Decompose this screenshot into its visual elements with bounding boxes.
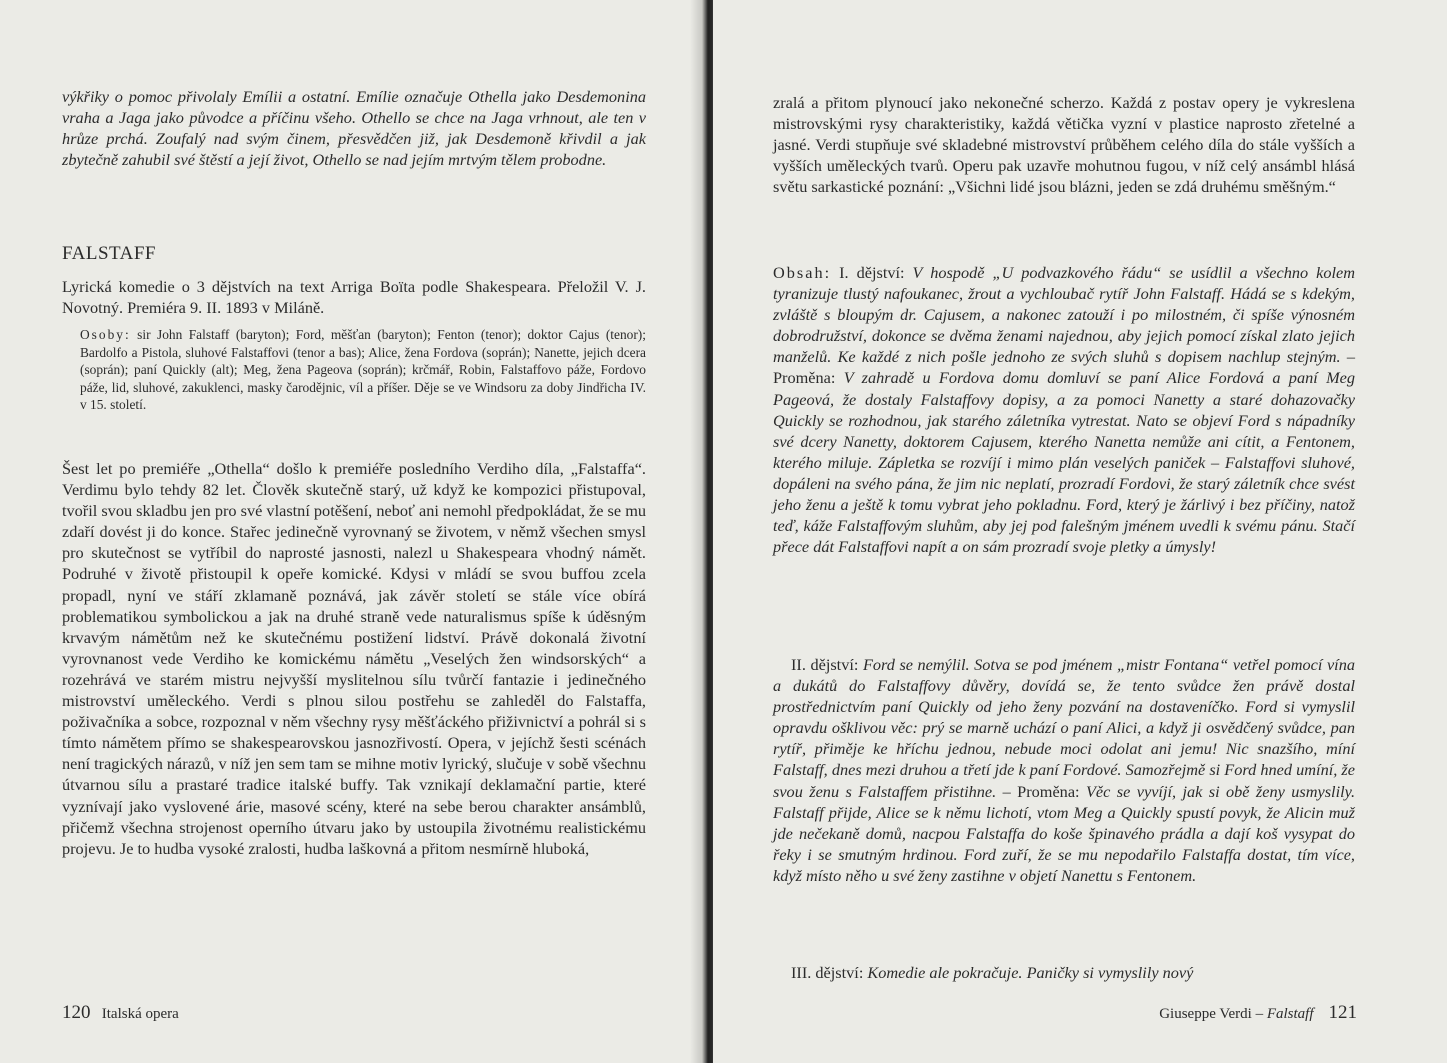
- act2-change-label: – Proměna:: [996, 781, 1086, 801]
- running-title: Italská opera: [101, 1006, 179, 1022]
- synopsis-act3: [773, 962, 1355, 983]
- running-title-prefix: Giuseppe Verdi –: [1159, 1006, 1267, 1022]
- act1-text: V hospodě „U podvazkového řádu“ se usídlil a všechno kolem tyranizuje tlustý nafoukanec, žrout a vychloubač rytíř John Falstaff. Hádá se s kdekým, zvláště s bloupým dr. Cajusem, a nakonec zatouží i po milostném, či spíše výnosném dobrodružství, dokonce se dvěma ženami najednou, aby jejich pomocí získal zlato jejich manželů. Ke každé z nich pošle jednoho ze svých sluhů s dopisem nachlup stejným.: [773, 263, 1355, 367]
- act2-label: II. dějství:: [791, 655, 863, 674]
- cast-label: Osoby:: [80, 327, 131, 342]
- act3-text: Komedie ale pokračuje. Paničky si vymyslily nový: [867, 963, 1194, 982]
- page-number: 121: [1328, 1002, 1357, 1023]
- synopsis-act2: [773, 654, 1355, 886]
- left-page: [0, 0, 707, 1063]
- right-footer: [1159, 1002, 1357, 1024]
- section-heading: FALSTAFF: [62, 243, 156, 264]
- page-number: 120: [62, 1002, 91, 1023]
- act2-text: Ford se nemýlil. Sotva se pod jménem „mistr Fontana“ vetřel pomocí vína a dukátů do Falstaffovy důvěry, dovídá se, že tento svůdce žen právě dostal prostřednictvím paní Quickly od jeho ženy pozvání na dostaveníčko. Ford si vymyslil opravdu ošklivou věc: prý se marně uchází o paní Alici, a když ji osvědčený svůdce, pan rytíř, přiměje ke hříchu jednou, nebude moci odolat ani jemu! Nic snazšího, míní Falstaff, dnes mezi druhou a třetí jde k paní Fordové. Samozřejmě si Ford hned umíní, že svou ženu s Falstaffem přistihne.: [773, 655, 1355, 801]
- right-page: [713, 0, 1447, 1063]
- act2-change-text: Věc se vyvíjí, jak si obě ženy usmyslily. Falstaff přijde, Alice se k němu lichotí, vtom Meg a Quickly spustí povyk, že Alicin muž jde nečekaně domů, nacpou Falstaffa do koše špinavého prádla a dají koš vysypat do řeky i se smutným hrdinou. Ford zuří, že se mu nepodařilo Falstaffa dostat, tím více, když místo něho u své ženy zastihne v objetí Nanettu s Fentonem.: [773, 781, 1356, 885]
- running-title-work: Falstaff: [1266, 1006, 1314, 1022]
- left-footer: [62, 1002, 179, 1024]
- synopsis-label: Obsah:: [773, 263, 832, 282]
- cast-text: sir John Falstaff (baryton); Ford, měšťan (baryton); Fenton (tenor); doktor Cajus (tenor); Bardolfo a Pistola, sluhové Falstaffovi (tenor a bas); Alice, žena Fordova (soprán); Nanette, jejich dcera (soprán); paní Quickly (alt); Meg, žena Pageova (soprán); krčmář, Robin, Falstaffovo páže, Fordovo páže, lid, sluhové, zakuklenci, masky čarodějnic, víl a příšer. Děje se ve Windsoru za doby Jindřicha IV. v 15. století.: [80, 327, 646, 413]
- act1-label: I. dějství:: [831, 263, 913, 282]
- opera-subtitle: Lyrická komedie o 3 dějstvích na text Arriga Boïta podle Shakespeara. Přeložil V. J. Novotný. Premiéra 9. II. 1893 v Miláně.: [62, 277, 646, 318]
- synopsis-act1: [773, 262, 1355, 557]
- act3-label: III. dějství:: [791, 963, 868, 982]
- othello-synopsis-end: výkřiky o pomoc přivolaly Emílii a ostatní. Emílie označuje Othella jako Desdemonina vraha a Jaga jako původce a příčinu všeho. Othello se chce na Jaga vrhnout, ale ten v hrůze prchá. Zoufalý nad svým činem, přesvědčen již, jak Desdemoně křivdil a jak zbytečně zahubil své štěstí a její život, Othello se nad jejím mrtvým tělem probodne.: [62, 87, 646, 170]
- cast-list: [62, 326, 646, 414]
- intro-paragraph: Šest let po premiéře „Othella“ došlo k premiéře posledního Verdiho díla, „Falstaffa“. Verdimu bylo tehdy 82 let. Člověk skutečně starý, už když ke kompozici přistupoval, tvořil svou skladbu jen pro své vlastní potěšení, neboť ani nemohl předpokládat, že se mu zdaří dovést ji do konce. Stařec jedinečně vyrovnaný se životem, v němž všechen smysl pro skutečnost se vytříbil do naprosté jasnosti, nalezl u Shakespeara vhodný námět. Podruhé v životě přistoupil k opeře komické. Kdysi v mládí se svou buffou zcela propadl, nyní ve stáří zklamaně poznává, jak závěr století se stále více obírá problematikou symbolickou a jak na druhé straně vede naturalismus spíše k úděsným krvavým námětům než ke skutečnému postižení lidství. Právě dokonalá životní vyrovnanost vede Verdiho ke komickému námětu „Veselých žen windsorských“ a rozehrává ve starém mistru nejvyšší myslitelnou sílu tvůrčí fantazie i jedinečného mistrovství uměleckého. Verdi s plnou silou postřehu se zahleděl do Falstaffa, poživačníka a sobce, rozpoznal v něm všechny rysy měšťáckého přiživnictví a pohrál si s tímto námětem přímo se shakespearovskou jasnozřivostí. Opera, v jejíchž šesti scénách není tragických nárazů, v níž jen sem tam se mihne motiv lyrický, slučuje v sobě všechnu útvarnou sílu a prastaré tradice italské buffy. Tak vznikají deklamační partie, které vyznívají jako vyslovené árie, masové scény, které na sebe berou charakter ansámblů, přičemž všechna strojenost operního útvaru jako by ustoupila životnému realistickému projevu. Je to hudba vysoké zralosti, hudba laškovná a přitom nesmírně hluboká,: [62, 459, 646, 858]
- act1-change-text: V zahradě u Fordova domu domluví se paní Alice Fordová a paní Meg Pageová, že dostaly Falstaffovy dopisy, a za pomoci Nanetty a staré dohazovačky Quickly se rozhodnou, jak starého záletníka vytrestat. Nato se objeví Ford s nápadníky své dcery Nanetty, doktorem Cajusem, kterého Nanetta nemůže ani cítit, a Fentonem, kterého miluje. Zápletka se rozvíjí i mimo plán veselých paniček – Falstaffovi sluhové, dopáleni na svého pána, že jim nic neplatí, prozradí Fordovi, že starý záletník chce svést jeho ženu a ještě k tomu vybrat jeho pokladnu. Ford, který je žárlivý i bez příčiny, natož teď, káže Falstaffovým sluhům, aby jej pod falešným jménem uvedli k svému pánu. Stačí přece dát Falstaffovi napít a on sám prozradí svoje pletky a úmysly!: [773, 368, 1355, 557]
- act1-change-label: – Proměna:: [773, 347, 1356, 388]
- intro-paragraph-end: zralá a přitom plynoucí jako nekonečné scherzo. Každá z postav opery je vykreslena mistrovskými rysy charakteristiky, každá větička vyzní v plastice naprosto zřetelné a jasné. Verdi stupňuje své skladebné mistrovství průběhem celého díla do stále vyšších a vyšších uměleckých tvarů. Operu pak uzavře mohutnou fugou, v níž celý ansámbl hlásá světu sarkastické poznání: „Všichni lidé jsou blázni, jeden se zdá druhému směšným.“: [773, 93, 1355, 197]
